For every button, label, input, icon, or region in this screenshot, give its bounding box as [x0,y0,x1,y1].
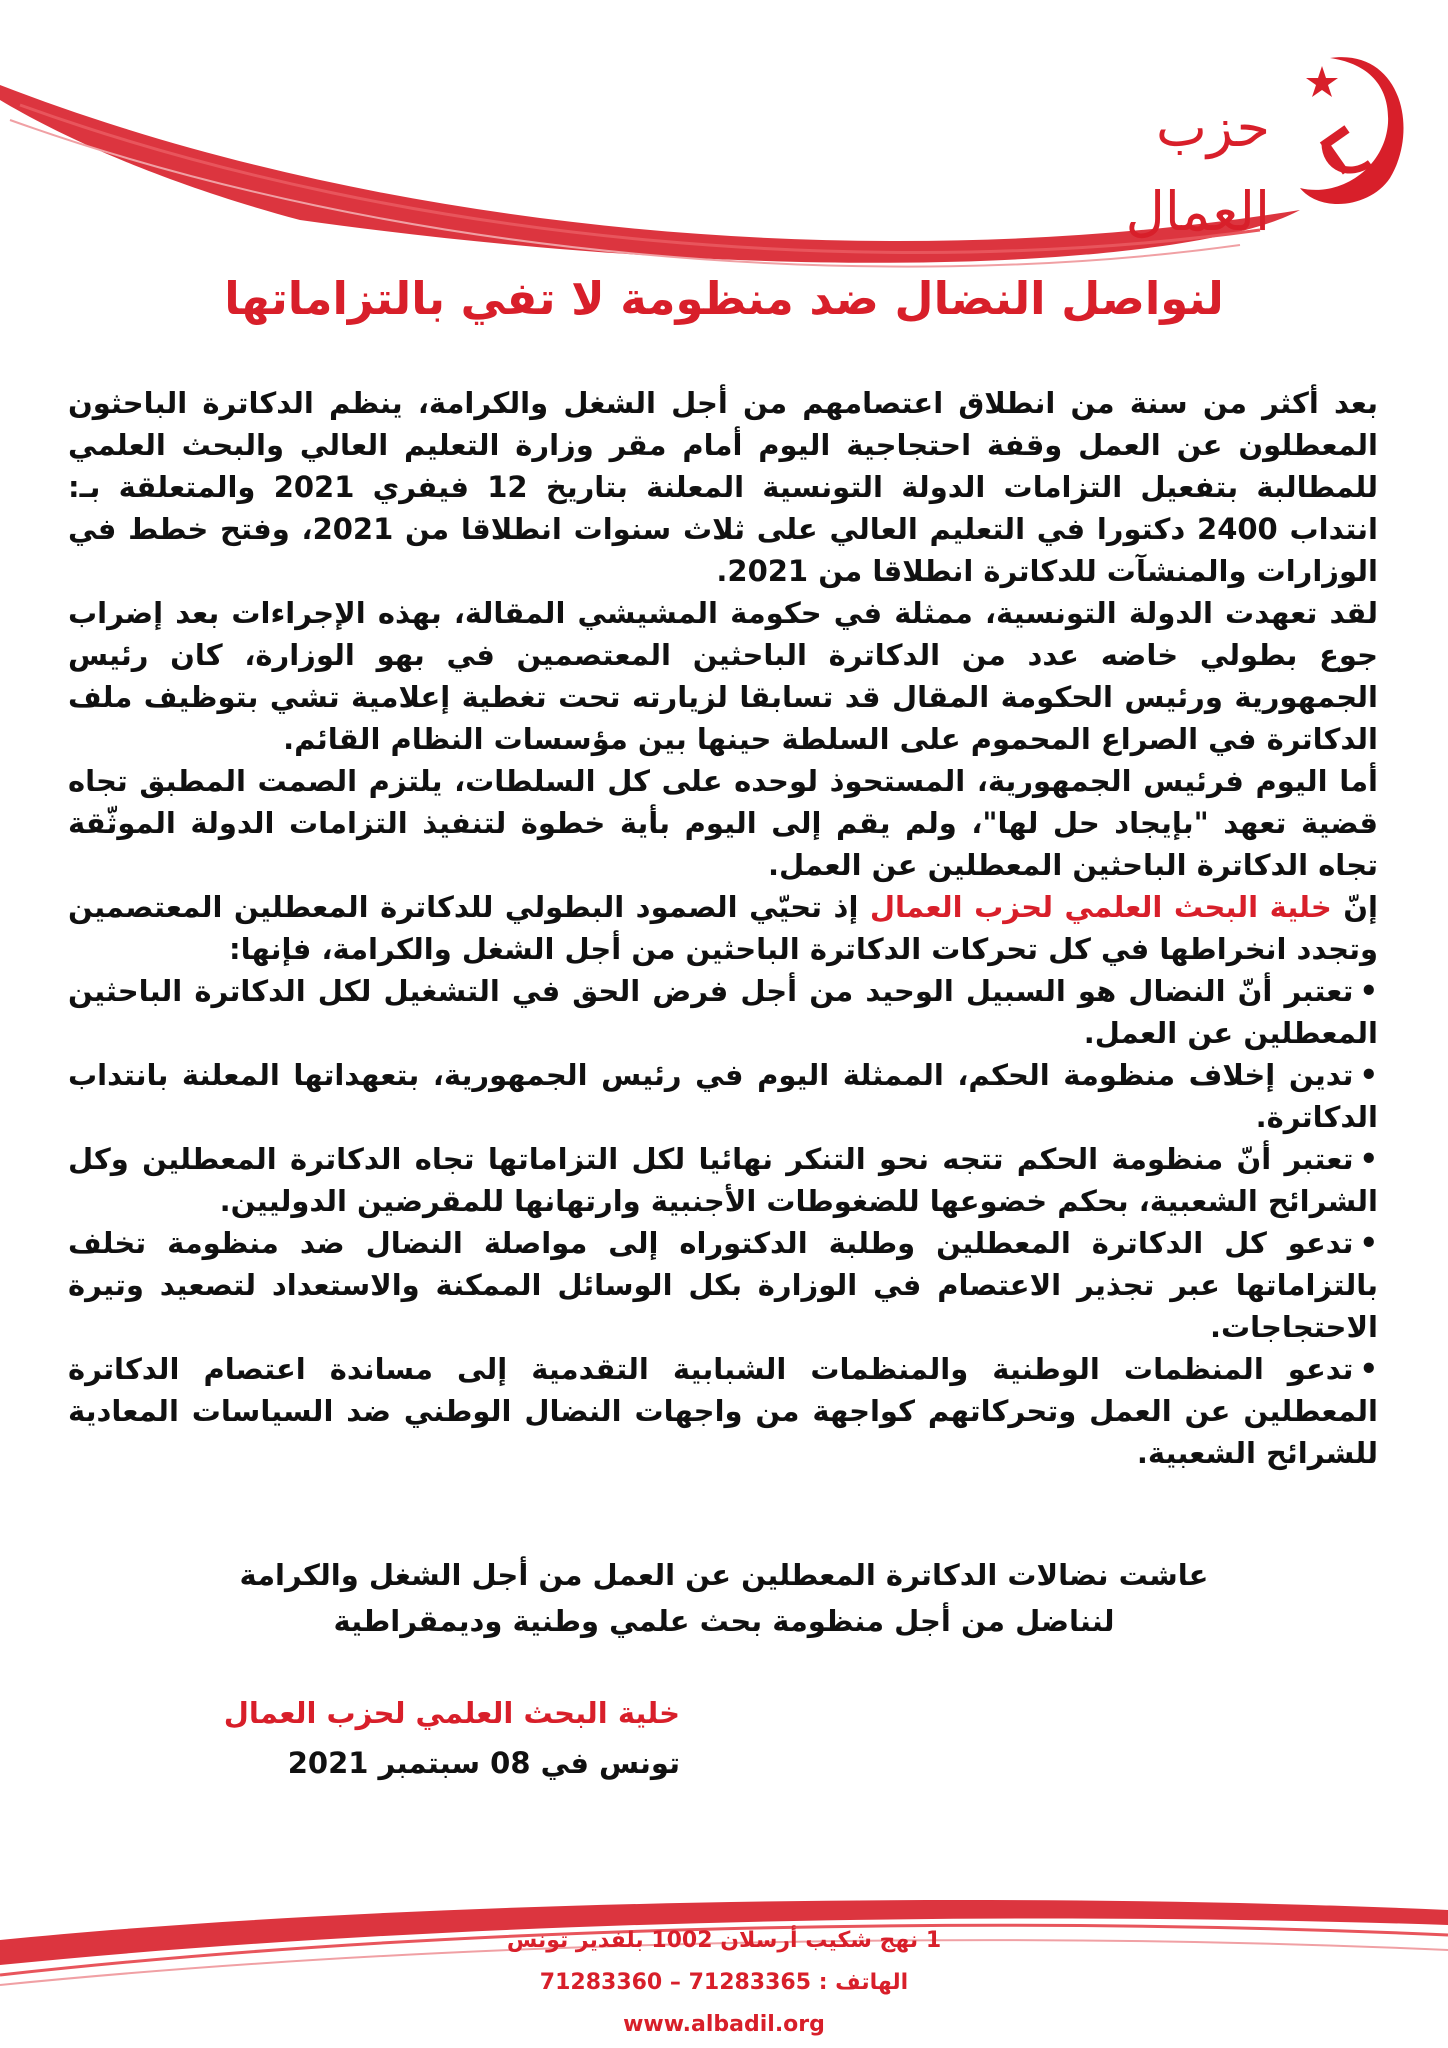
paragraph: لقد تعهدت الدولة التونسية، ممثلة في حكومة المشيشي المقالة، بهذه الإجراءات بعد إضراب جوع بطولي خاضه عدد من الدكاترة الباحثين المعتصمين في بهو الوزارة، كان رئيس الجمهورية ورئيس الحكومة المقال قد تسابقا لزيارته تحت تغطية إعلامية تشي بتوظيف ملف الدكاترة في الصراع المحموم على السلطة حينها بين مؤسسات النظام القائم. [68,596,1378,756]
bullet-item [68,970,1378,1054]
footer-website-link[interactable]: www.albadil.org [623,2012,825,2037]
footer-address: 1 نهج شكيب أرسلان 1002 بلفدير تونس [506,1928,942,1953]
bullet-text: تدين إخلاف منظومة الحكم، الممثلة اليوم في رئيس الجمهورية، بتعهداتها المعلنة بانتداب الدكاترة. [68,1058,1378,1134]
bullet-icon: • [1359,974,1378,1008]
page-title: لنواصل النضال ضد منظومة لا تفي بالتزاماتها [224,272,1224,325]
logo-line1: حزب [1155,96,1270,159]
bullet-item [68,1138,1378,1222]
bullet-text: تعتبر أنّ منظومة الحكم تتجه نحو التنكر نهائيا لكل التزاماتها تجاه الدكاترة المعطلين وكل الشرائح الشعبية، بحكم خضوعها للضغوطات الأجنبية وارتهانها للمقرضين الدوليين. [68,1142,1378,1218]
cell-name-highlight: خلية البحث العلمي لحزب العمال [869,890,1332,924]
logo-wordmark [1126,86,1270,254]
bullet-text: تعتبر أنّ النضال هو السبيل الوحيد من أجل فرض الحق في التشغيل لكل الدكاترة الباحثين المعطلين عن العمل. [68,974,1378,1050]
signature-name: خلية البحث العلمي لحزب العمال [223,1696,680,1730]
statement-paragraph [68,886,1378,970]
paragraph: أما اليوم فرئيس الجمهورية، المستحوذ لوحده على كل السلطات، يلتزم الصمت المطبق تجاه قضية تعهد "بإيجاد حل لها"، ولم يقم إلى اليوم بأية خطوة لتنفيذ التزامات الدولة الموثّقة تجاه الدكاترة الباحثين المعطلين عن العمل. [68,764,1378,882]
closing-slogans [0,1552,1448,1644]
logo-line2: العمال [1125,180,1270,243]
footer-contact [0,1920,1448,2046]
bullet-item [68,1222,1378,1348]
paragraph: بعد أكثر من سنة من انطلاق اعتصامهم من أجل الشغل والكرامة، ينظم الدكاترة الباحثون المعطلون عن العمل وقفة احتجاجية اليوم أمام مقر وزارة التعليم العالي والبحث العلمي للمطالبة بتفعيل التزامات الدولة التونسية المعلنة بتاريخ 12 فيفري 2021 والمتعلقة بـ: انتداب 2400 دكتورا في التعليم العالي على ثلاث سنوات انطلاقا من 2021، وفتح خطط في الوزارات والمنشآت للدكاترة انطلاقا من 2021. [68,386,1378,588]
slogan-line: عاشت نضالات الدكاترة المعطلين عن العمل من أجل الشغل والكرامة [239,1558,1209,1592]
bullet-icon: • [1359,1352,1378,1386]
bullet-icon: • [1359,1226,1378,1260]
bullet-text: تدعو كل الدكاترة المعطلين وطلبة الدكتوراه إلى مواصلة النضال ضد منظومة تخلف بالتزاماتها عبر تجذير الاعتصام في الوزارة بكل الوسائل الممكنة والاستعداد لتصعيد وتيرة الاحتجاجات. [68,1226,1378,1344]
hammer-sickle-star-icon [1270,38,1420,218]
statement-prefix: إنّ [1343,890,1378,924]
signature-block [80,1688,680,1788]
bullet-text: تدعو المنظمات الوطنية والمنظمات الشبابية التقدمية إلى مساندة اعتصام الدكاترة المعطلين عن العمل وتحركاتهم كواجهة من واجهات النضال الوطني ضد السياسات المعادية للشرائح الشعبية. [68,1352,1378,1470]
party-logo [1020,38,1420,243]
bullet-icon: • [1359,1058,1378,1092]
bullet-item [68,1054,1378,1138]
slogan-line: لنناضل من أجل منظومة بحث علمي وطنية وديمقراطية [333,1604,1115,1638]
footer-phone: الهاتف : 71283365 – 71283360 [539,1970,909,1995]
statement-rest: إذ تحيّي الصمود البطولي للدكاترة المعطلين المعتصمين وتجدد انخراطها في كل تحركات الدكاترة الباحثين من أجل الشغل والكرامة، فإنها: [68,890,1378,966]
statement-body [68,382,1378,1474]
bullet-item [68,1348,1378,1474]
signature-place-date: تونس في 08 سبتمبر 2021 [287,1746,680,1780]
bullet-icon: • [1359,1142,1378,1176]
